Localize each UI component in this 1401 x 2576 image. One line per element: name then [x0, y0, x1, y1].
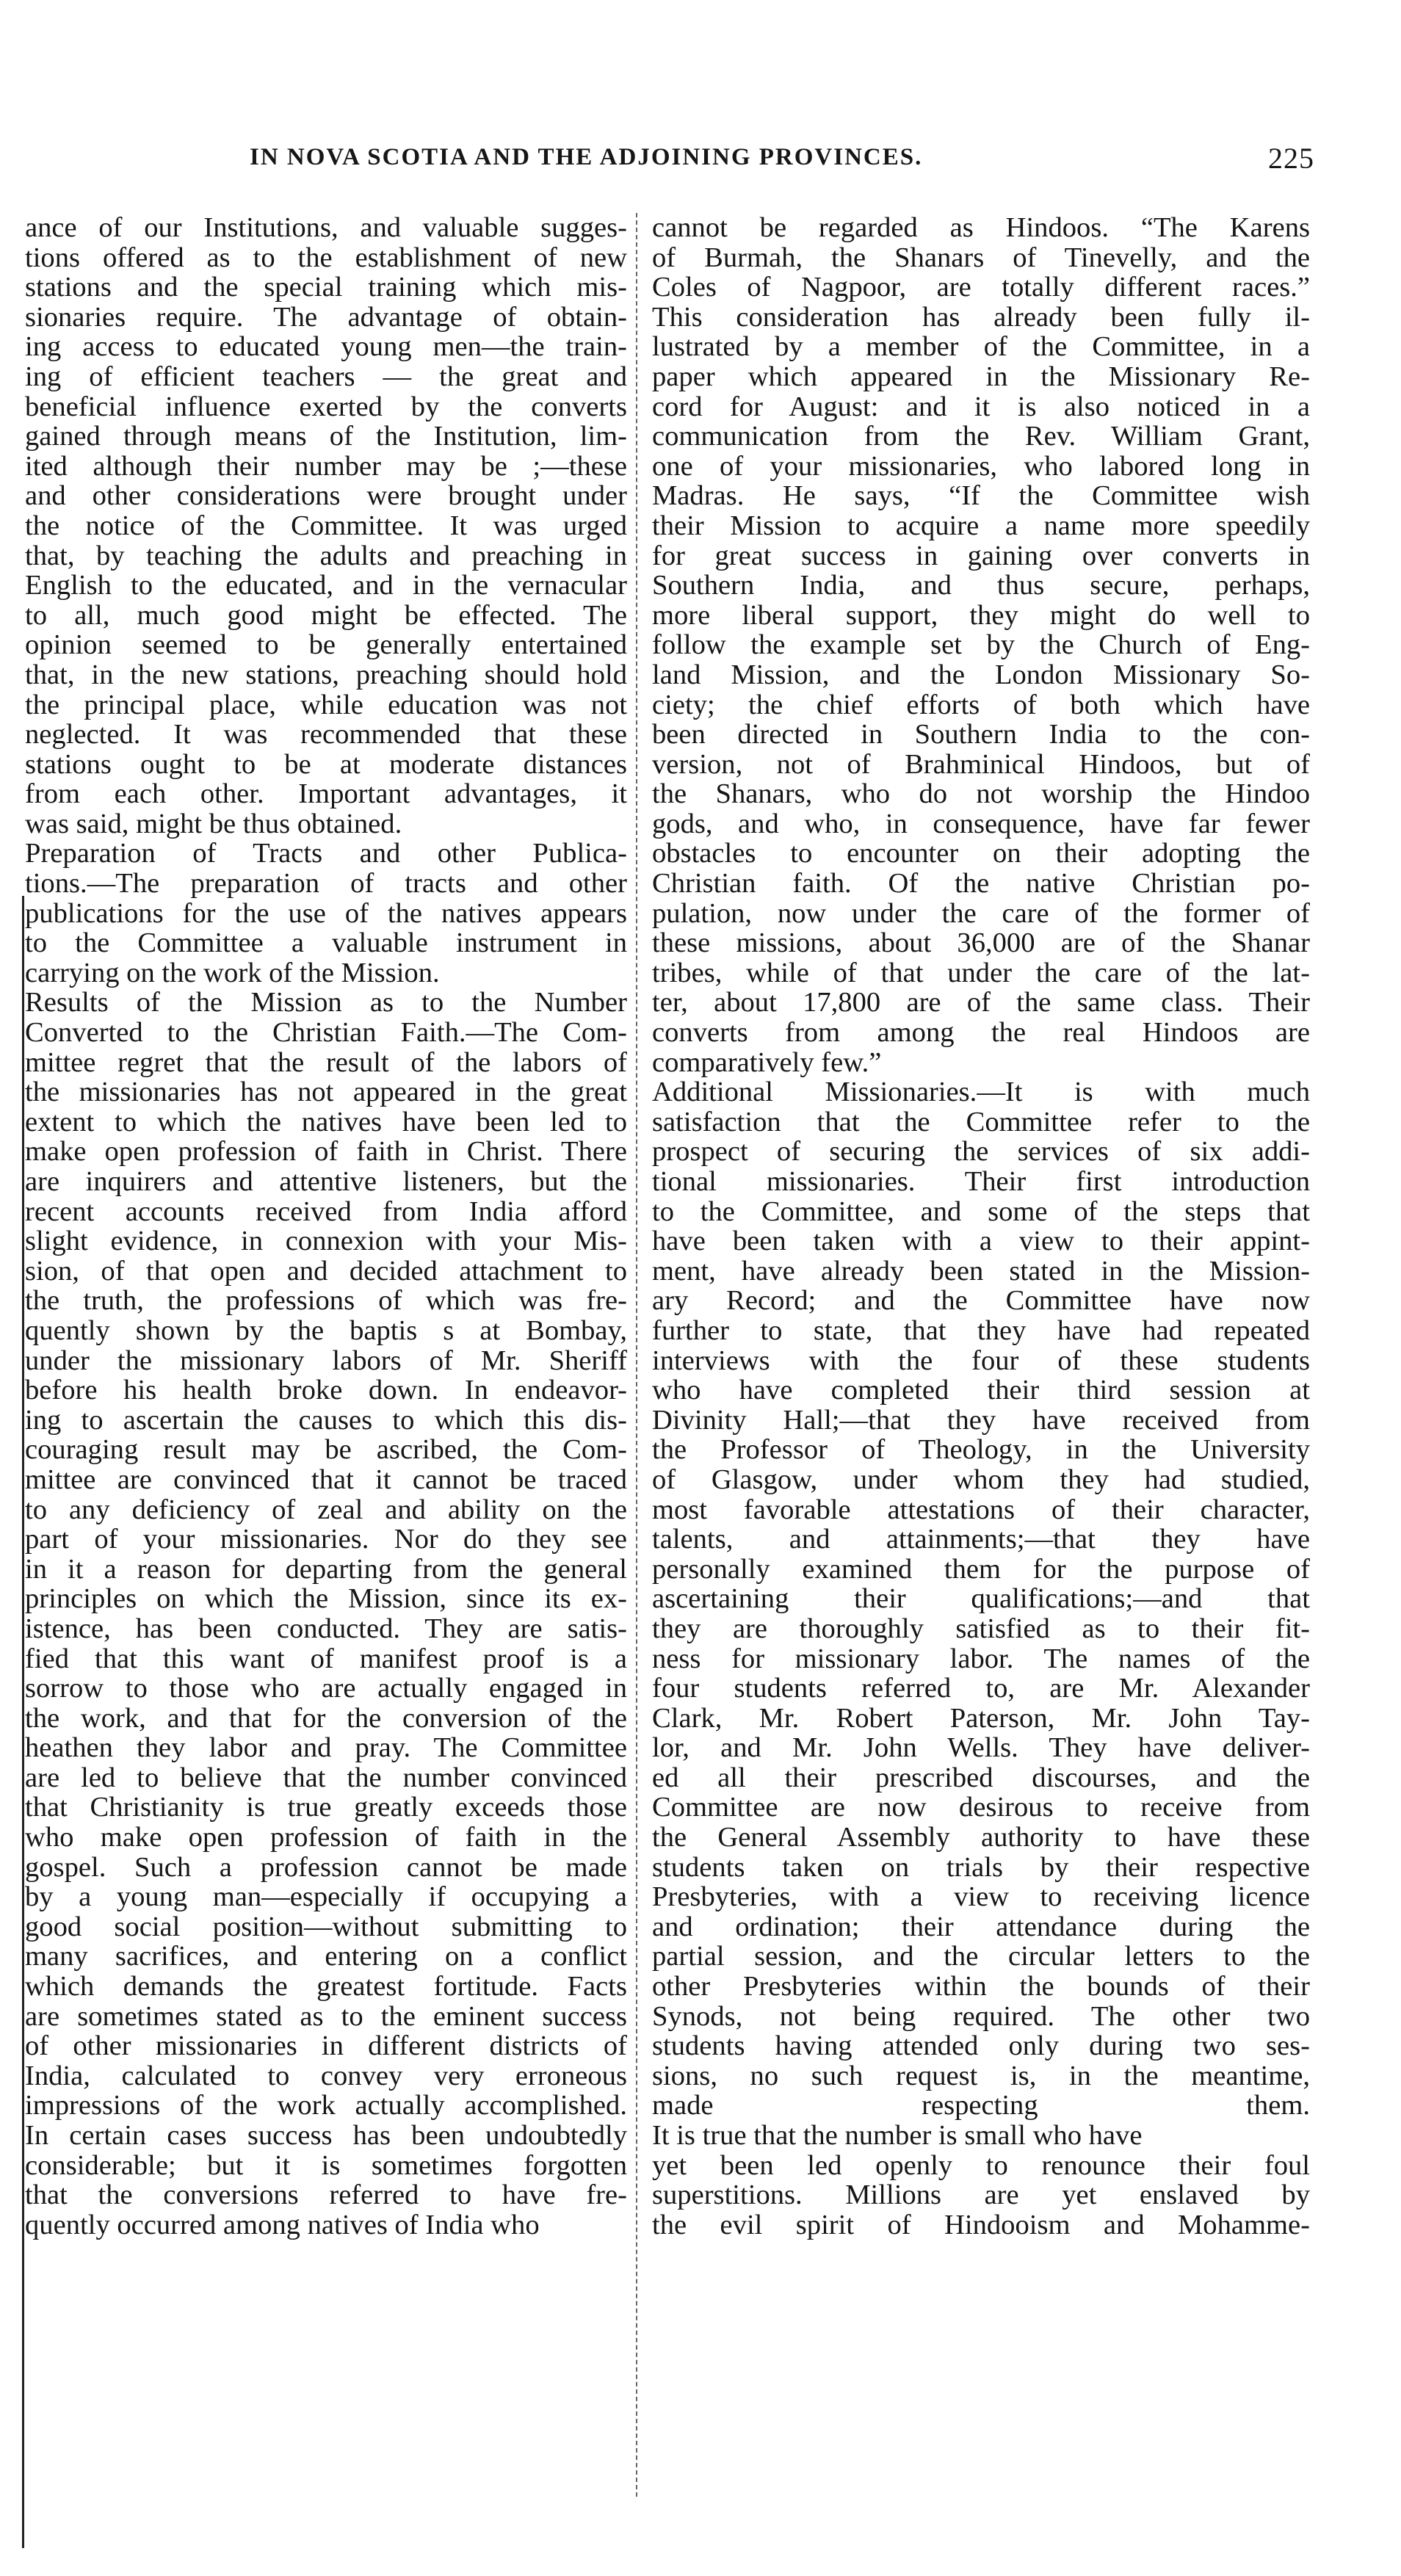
right-column-line: Synods, not being required. The other two: [652, 2001, 1310, 2032]
left-column-line: considerable; but it is sometimes forgotten: [25, 2150, 627, 2181]
left-column-line: quently shown by the baptis s at Bombay,: [25, 1315, 627, 1346]
right-column-line: partial session, and the circular letters to the: [652, 1942, 1310, 1972]
right-column-line: these missions, about 36,000 are of the Shanar: [652, 928, 1310, 958]
right-column-line: ed all their prescribed discourses, and the: [652, 1762, 1310, 1793]
right-column-line: who have completed their third session at: [652, 1375, 1310, 1405]
right-column-line: This consideration has already been fully il-: [652, 302, 1310, 333]
right-column-line: Committee are now desirous to receive from: [652, 1792, 1310, 1823]
left-column-line: Converted to the Christian Faith.—The Com-: [25, 1018, 627, 1048]
right-column-line: personally examined them for the purpose of: [652, 1554, 1310, 1585]
right-column-line: ciety; the chief efforts of both which have: [652, 690, 1310, 720]
right-column-line: Madras. He says, “If the Committee wish: [652, 481, 1310, 511]
right-column-line: one of your missionaries, who labored long in: [652, 451, 1310, 482]
page-number: 225: [1268, 142, 1314, 175]
left-column-line: from each other. Important advantages, it: [25, 779, 627, 809]
left-column-line: are sometimes stated as to the eminent success: [25, 2001, 627, 2032]
right-column-line: Clark, Mr. Robert Paterson, Mr. John Tay-: [652, 1703, 1310, 1734]
left-column-line: ing of efficient teachers — the great and: [25, 361, 627, 392]
left-column-line: gospel. Such a profession cannot be made: [25, 1852, 627, 1883]
right-column-line: more liberal support, they might do well to: [652, 600, 1310, 631]
binding-edge-line: [22, 896, 24, 2548]
right-column-line: the Professor of Theology, in the University: [652, 1435, 1310, 1465]
right-column-line: of Glasgow, under whom they had studied,: [652, 1464, 1310, 1495]
right-column-line: obstacles to encounter on their adopting the: [652, 839, 1310, 869]
left-column-line: to the Committee a valuable instrument in: [25, 928, 627, 958]
left-column: [25, 213, 627, 2240]
right-column-line: interviews with the four of these students: [652, 1345, 1310, 1376]
right-column-line: talents, and attainments;—that they have: [652, 1524, 1310, 1555]
left-column-line: that, in the new stations, preaching should hold: [25, 659, 627, 690]
left-column-line: that, by teaching the adults and preaching in: [25, 540, 627, 571]
right-column-line: tional missionaries. Their first introduction: [652, 1167, 1310, 1197]
left-column-line: to any deficiency of zeal and ability on the: [25, 1494, 627, 1525]
left-column-line: ance of our Institutions, and valuable sugges-: [25, 213, 627, 243]
right-column-line: satisfaction that the Committee refer to the: [652, 1107, 1310, 1137]
left-column-line: many sacrifices, and entering on a conflict: [25, 1942, 627, 1972]
left-column-line: beneficial influence exerted by the converts: [25, 391, 627, 422]
left-column-line: the work, and that for the conversion of the: [25, 1703, 627, 1734]
right-column-line: further to state, that they have had repeated: [652, 1315, 1310, 1346]
left-column-line: before his health broke down. In endeavor-: [25, 1375, 627, 1405]
left-column-line: the principal place, while education was not: [25, 690, 627, 720]
right-column-line: students taken on trials by their respective: [652, 1852, 1310, 1883]
left-column-line: the truth, the professions of which was fre-: [25, 1286, 627, 1316]
left-column-line: that Christianity is true greatly exceeds those: [25, 1792, 627, 1823]
left-column-line: quently occurred among natives of India who: [25, 2210, 540, 2240]
left-column-line: sionaries require. The advantage of obtain-: [25, 302, 627, 333]
left-column-line: are led to believe that the number convinced: [25, 1762, 627, 1793]
left-column-line: istence, has been conducted. They are satis-: [25, 1613, 627, 1644]
right-column-line: the Shanars, who do not worship the Hindoo: [652, 779, 1310, 809]
right-column-line: converts from among the real Hindoos are: [652, 1018, 1310, 1048]
left-column-line: mittee are convinced that it cannot be traced: [25, 1464, 627, 1495]
left-column-line: by a young man—especially if occupying a: [25, 1882, 627, 1912]
left-column-line: Results of the Mission as to the Number: [25, 988, 627, 1019]
right-column-line: Christian faith. Of the native Christian po-: [652, 869, 1310, 899]
right-column-line: version, not of Brahminical Hindoos, but of: [652, 749, 1310, 780]
left-column-line: of other missionaries in different districts of: [25, 2031, 627, 2061]
right-column: [652, 213, 1310, 2240]
right-column-line: communication from the Rev. William Grant,: [652, 422, 1310, 452]
running-head: IN NOVA SCOTIA AND THE ADJOINING PROVINCES.: [250, 144, 923, 170]
left-column-line: slight evidence, in connexion with your Mis-: [25, 1226, 627, 1256]
left-column-line: tions offered as to the establishment of new: [25, 242, 627, 273]
right-column-line: cord for August: and it is also noticed in a: [652, 391, 1310, 422]
left-column-line: principles on which the Mission, since its ex-: [25, 1584, 627, 1614]
left-column-line: ing to ascertain the causes to which this dis-: [25, 1405, 627, 1436]
left-column-line: stations ought to be at moderate distances: [25, 749, 627, 780]
right-column-line: to the Committee, and some of the steps that: [652, 1196, 1310, 1227]
left-column-line: the missionaries has not appeared in the great: [25, 1077, 627, 1107]
left-column-line: carrying on the work of the Mission.: [25, 958, 440, 988]
left-column-line: mittee regret that the result of the labors of: [25, 1047, 627, 1078]
right-column-line: Divinity Hall;—that they have received from: [652, 1405, 1310, 1436]
right-column-line: superstitions. Millions are yet enslaved by: [652, 2180, 1310, 2210]
left-column-line: Preparation of Tracts and other Publica-: [25, 839, 627, 869]
right-column-line: gods, and who, in consequence, have far fewer: [652, 808, 1310, 839]
left-column-line: publications for the use of the natives appears: [25, 898, 627, 929]
right-column-line: follow the example set by the Church of Eng-: [652, 630, 1310, 660]
left-column-line: recent accounts received from India afford: [25, 1196, 627, 1227]
right-column-line: the evil spirit of Hindooism and Mohamme-: [652, 2210, 1310, 2240]
right-column-line: ary Record; and the Committee have now: [652, 1286, 1310, 1316]
right-column-line: Southern India, and thus secure, perhaps,: [652, 571, 1310, 601]
right-column-line: four students referred to, are Mr. Alexander: [652, 1674, 1310, 1704]
right-column-line: pulation, now under the care of the former of: [652, 898, 1310, 929]
right-column-line: lustrated by a member of the Committee, in a: [652, 332, 1310, 362]
right-column-line: yet been led openly to renounce their foul: [652, 2150, 1310, 2181]
right-column-line: ment, have already been stated in the Mission-: [652, 1256, 1310, 1287]
left-column-line: impressions of the work actually accomplished.: [25, 2091, 627, 2121]
left-column-line: sion, of that open and decided attachment to: [25, 1256, 627, 1287]
left-column-line: sorrow to those who are actually engaged in: [25, 1674, 627, 1704]
right-column-line: It is true that the number is small who have: [652, 2121, 1143, 2151]
left-column-line: under the missionary labors of Mr. Sheriff: [25, 1345, 627, 1376]
left-column-line: In certain cases success has been undoubtedly: [25, 2121, 627, 2151]
right-column-line: ness for missionary labor. The names of the: [652, 1643, 1310, 1674]
page-header: [250, 144, 1314, 188]
right-column-line: sions, no such request is, in the meantime,: [652, 2061, 1310, 2091]
right-column-line: for great success in gaining over converts in: [652, 540, 1310, 571]
left-column-line: who make open profession of faith in the: [25, 1823, 627, 1853]
left-column-line: tions.—The preparation of tracts and other: [25, 869, 627, 899]
right-column-line: comparatively few.”: [652, 1047, 882, 1078]
left-column-line: fied that this want of manifest proof is a: [25, 1643, 627, 1674]
column-divider: [636, 213, 637, 2497]
right-column-line: tribes, while of that under the care of the lat-: [652, 958, 1310, 988]
left-column-line: opinion seemed to be generally entertained: [25, 630, 627, 660]
left-column-line: was said, might be thus obtained.: [25, 808, 402, 839]
left-column-line: ited although their number may be ;—these: [25, 451, 627, 482]
left-column-line: neglected. It was recommended that these: [25, 720, 627, 750]
right-column-line: have been taken with a view to their appint-: [652, 1226, 1310, 1256]
right-column-line: been directed in Southern India to the con-: [652, 720, 1310, 750]
left-column-line: India, calculated to convey very erroneous: [25, 2061, 627, 2091]
left-column-line: English to the educated, and in the vernacular: [25, 571, 627, 601]
left-column-line: heathen they labor and pray. The Committee: [25, 1733, 627, 1763]
right-column-line: they are thoroughly satisfied as to their fit-: [652, 1613, 1310, 1644]
left-column-line: part of your missionaries. Nor do they see: [25, 1524, 627, 1555]
left-column-line: the notice of the Committee. It was urged: [25, 510, 627, 541]
right-column-line: most favorable attestations of their character,: [652, 1494, 1310, 1525]
left-column-line: in it a reason for departing from the general: [25, 1554, 627, 1585]
right-column-line: Presbyteries, with a view to receiving licence: [652, 1882, 1310, 1912]
right-column-line: ter, about 17,800 are of the same class. Their: [652, 988, 1310, 1019]
left-column-line: that the conversions referred to have fre-: [25, 2180, 627, 2210]
left-column-line: which demands the greatest fortitude. Facts: [25, 1972, 627, 2002]
left-column-line: to all, much good might be effected. The: [25, 600, 627, 631]
right-column-line: made respecting them.: [652, 2091, 1310, 2121]
left-column-line: and other considerations were brought under: [25, 481, 627, 511]
right-column-line: Coles of Nagpoor, are totally different races.”: [652, 272, 1310, 303]
right-column-line: prospect of securing the services of six addi-: [652, 1137, 1310, 1167]
left-column-line: stations and the special training which mis-: [25, 272, 627, 303]
right-column-line: paper which appeared in the Missionary Re-: [652, 361, 1310, 392]
right-column-line: of Burmah, the Shanars of Tinevelly, and the: [652, 242, 1310, 273]
left-column-line: are inquirers and attentive listeners, but the: [25, 1167, 627, 1197]
right-column-line: other Presbyteries within the bounds of their: [652, 1972, 1310, 2002]
left-column-line: gained through means of the Institution, lim-: [25, 422, 627, 452]
right-column-line: land Mission, and the London Missionary So-: [652, 659, 1310, 690]
right-column-line: their Mission to acquire a name more speedily: [652, 510, 1310, 541]
right-column-line: ascertaining their qualifications;—and that: [652, 1584, 1310, 1614]
right-column-line: Additional Missionaries.—It is with much: [652, 1077, 1310, 1107]
right-column-line: cannot be regarded as Hindoos. “The Karens: [652, 213, 1310, 243]
left-column-line: extent to which the natives have been led to: [25, 1107, 627, 1137]
left-column-line: couraging result may be ascribed, the Com-: [25, 1435, 627, 1465]
left-column-line: ing access to educated young men—the train-: [25, 332, 627, 362]
right-column-line: the General Assembly authority to have these: [652, 1823, 1310, 1853]
right-column-line: students having attended only during two ses-: [652, 2031, 1310, 2061]
left-column-line: make open profession of faith in Christ. There: [25, 1137, 627, 1167]
left-column-line: good social position—without submitting to: [25, 1911, 627, 1942]
right-column-line: and ordination; their attendance during the: [652, 1911, 1310, 1942]
right-column-line: lor, and Mr. John Wells. They have deliver-: [652, 1733, 1310, 1763]
